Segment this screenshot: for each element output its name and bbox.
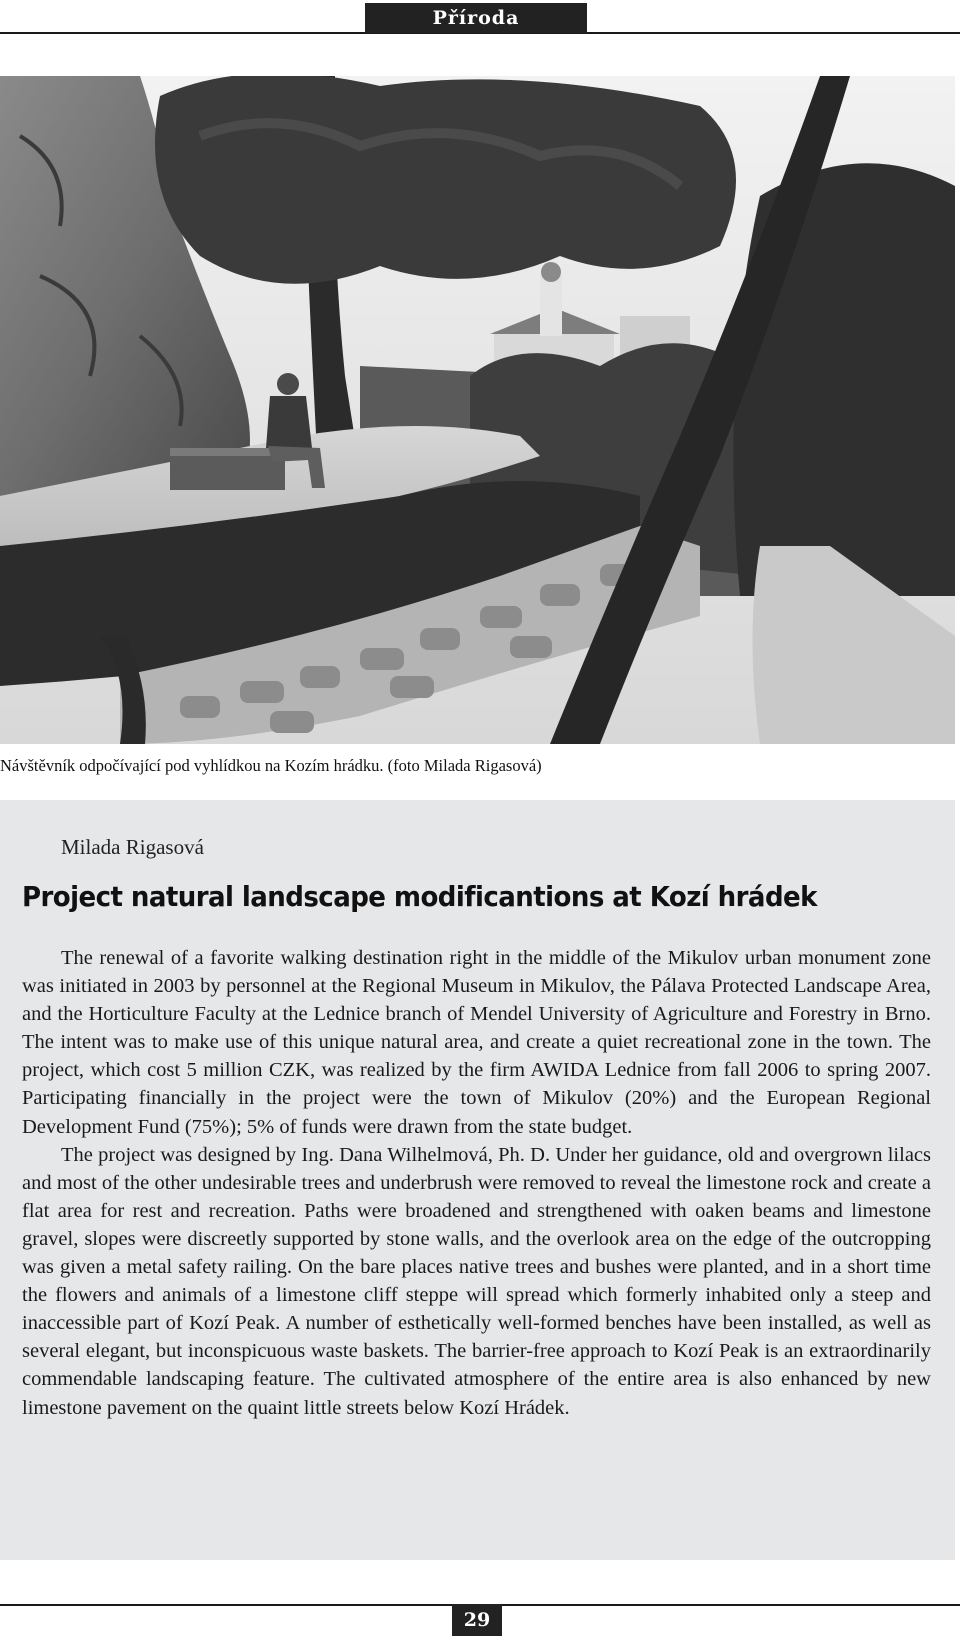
article-paragraph: The renewal of a favorite walking destination right in the middle of the Mikulov urban monument zone was initiated in 2003 by personnel at the Regional Museum in Mikulov, the Pálava Protected Landscape Area, and the Horticulture Faculty at the Lednice branch of Mendel University of Agriculture and Forestry in Brno. The intent was to make use of this unique natural area, and create a quiet recreational zone in the town. The project, which cost 5 million CZK, was realized by the firm AWIDA Lednice from fall 2006 to spring 2007. Participating financially in the project were the town of Mikulov (20%) and the European Regional Development Fund (75%); 5% of funds were drawn from the state budget.: [22, 947, 931, 1138]
article-title: Project natural landscape modificantions at Kozí hrádek: [22, 880, 817, 913]
article-photo: [0, 76, 955, 744]
article-author: Milada Rigasová: [61, 835, 204, 859]
page-number: 29: [452, 1604, 502, 1636]
article-paragraph: The project was designed by Ing. Dana Wilhelmová, Ph. D. Under her guidance, old and overgrown lilacs and most of the other undesirable trees and underbrush were removed to reveal the limestone rock and create a flat area for rest and recreation. Paths were broadened and strengthened with oaken beams and limestone gravel, slopes were discreetly supported by stone walls, and the overlook area on the edge of the outcropping was given a metal safety railing. On the bare places native trees and bushes were planted, and in a short time the flowers and animals of a limestone cliff steppe will spread which formerly inhabited only a steep and inaccessible part of Kozí Peak. A number of esthetically well-formed benches have been installed, as well as several elegant, but inconspicuous waste baskets. The barrier-free approach to Kozí Peak is an extraordinarily commendable landscaping feature. The cultivated atmosphere of the entire area is also enhanced by new limestone pavement on the quaint little streets below Kozí Hrádek.: [22, 1143, 931, 1419]
article-box: [0, 800, 955, 1560]
article-body: [22, 944, 931, 1422]
section-label: Příroda: [365, 3, 587, 33]
photo-caption: Návštěvník odpočívající pod vyhlídkou na Kozím hrádku. (foto Milada Rigasová): [0, 756, 542, 775]
